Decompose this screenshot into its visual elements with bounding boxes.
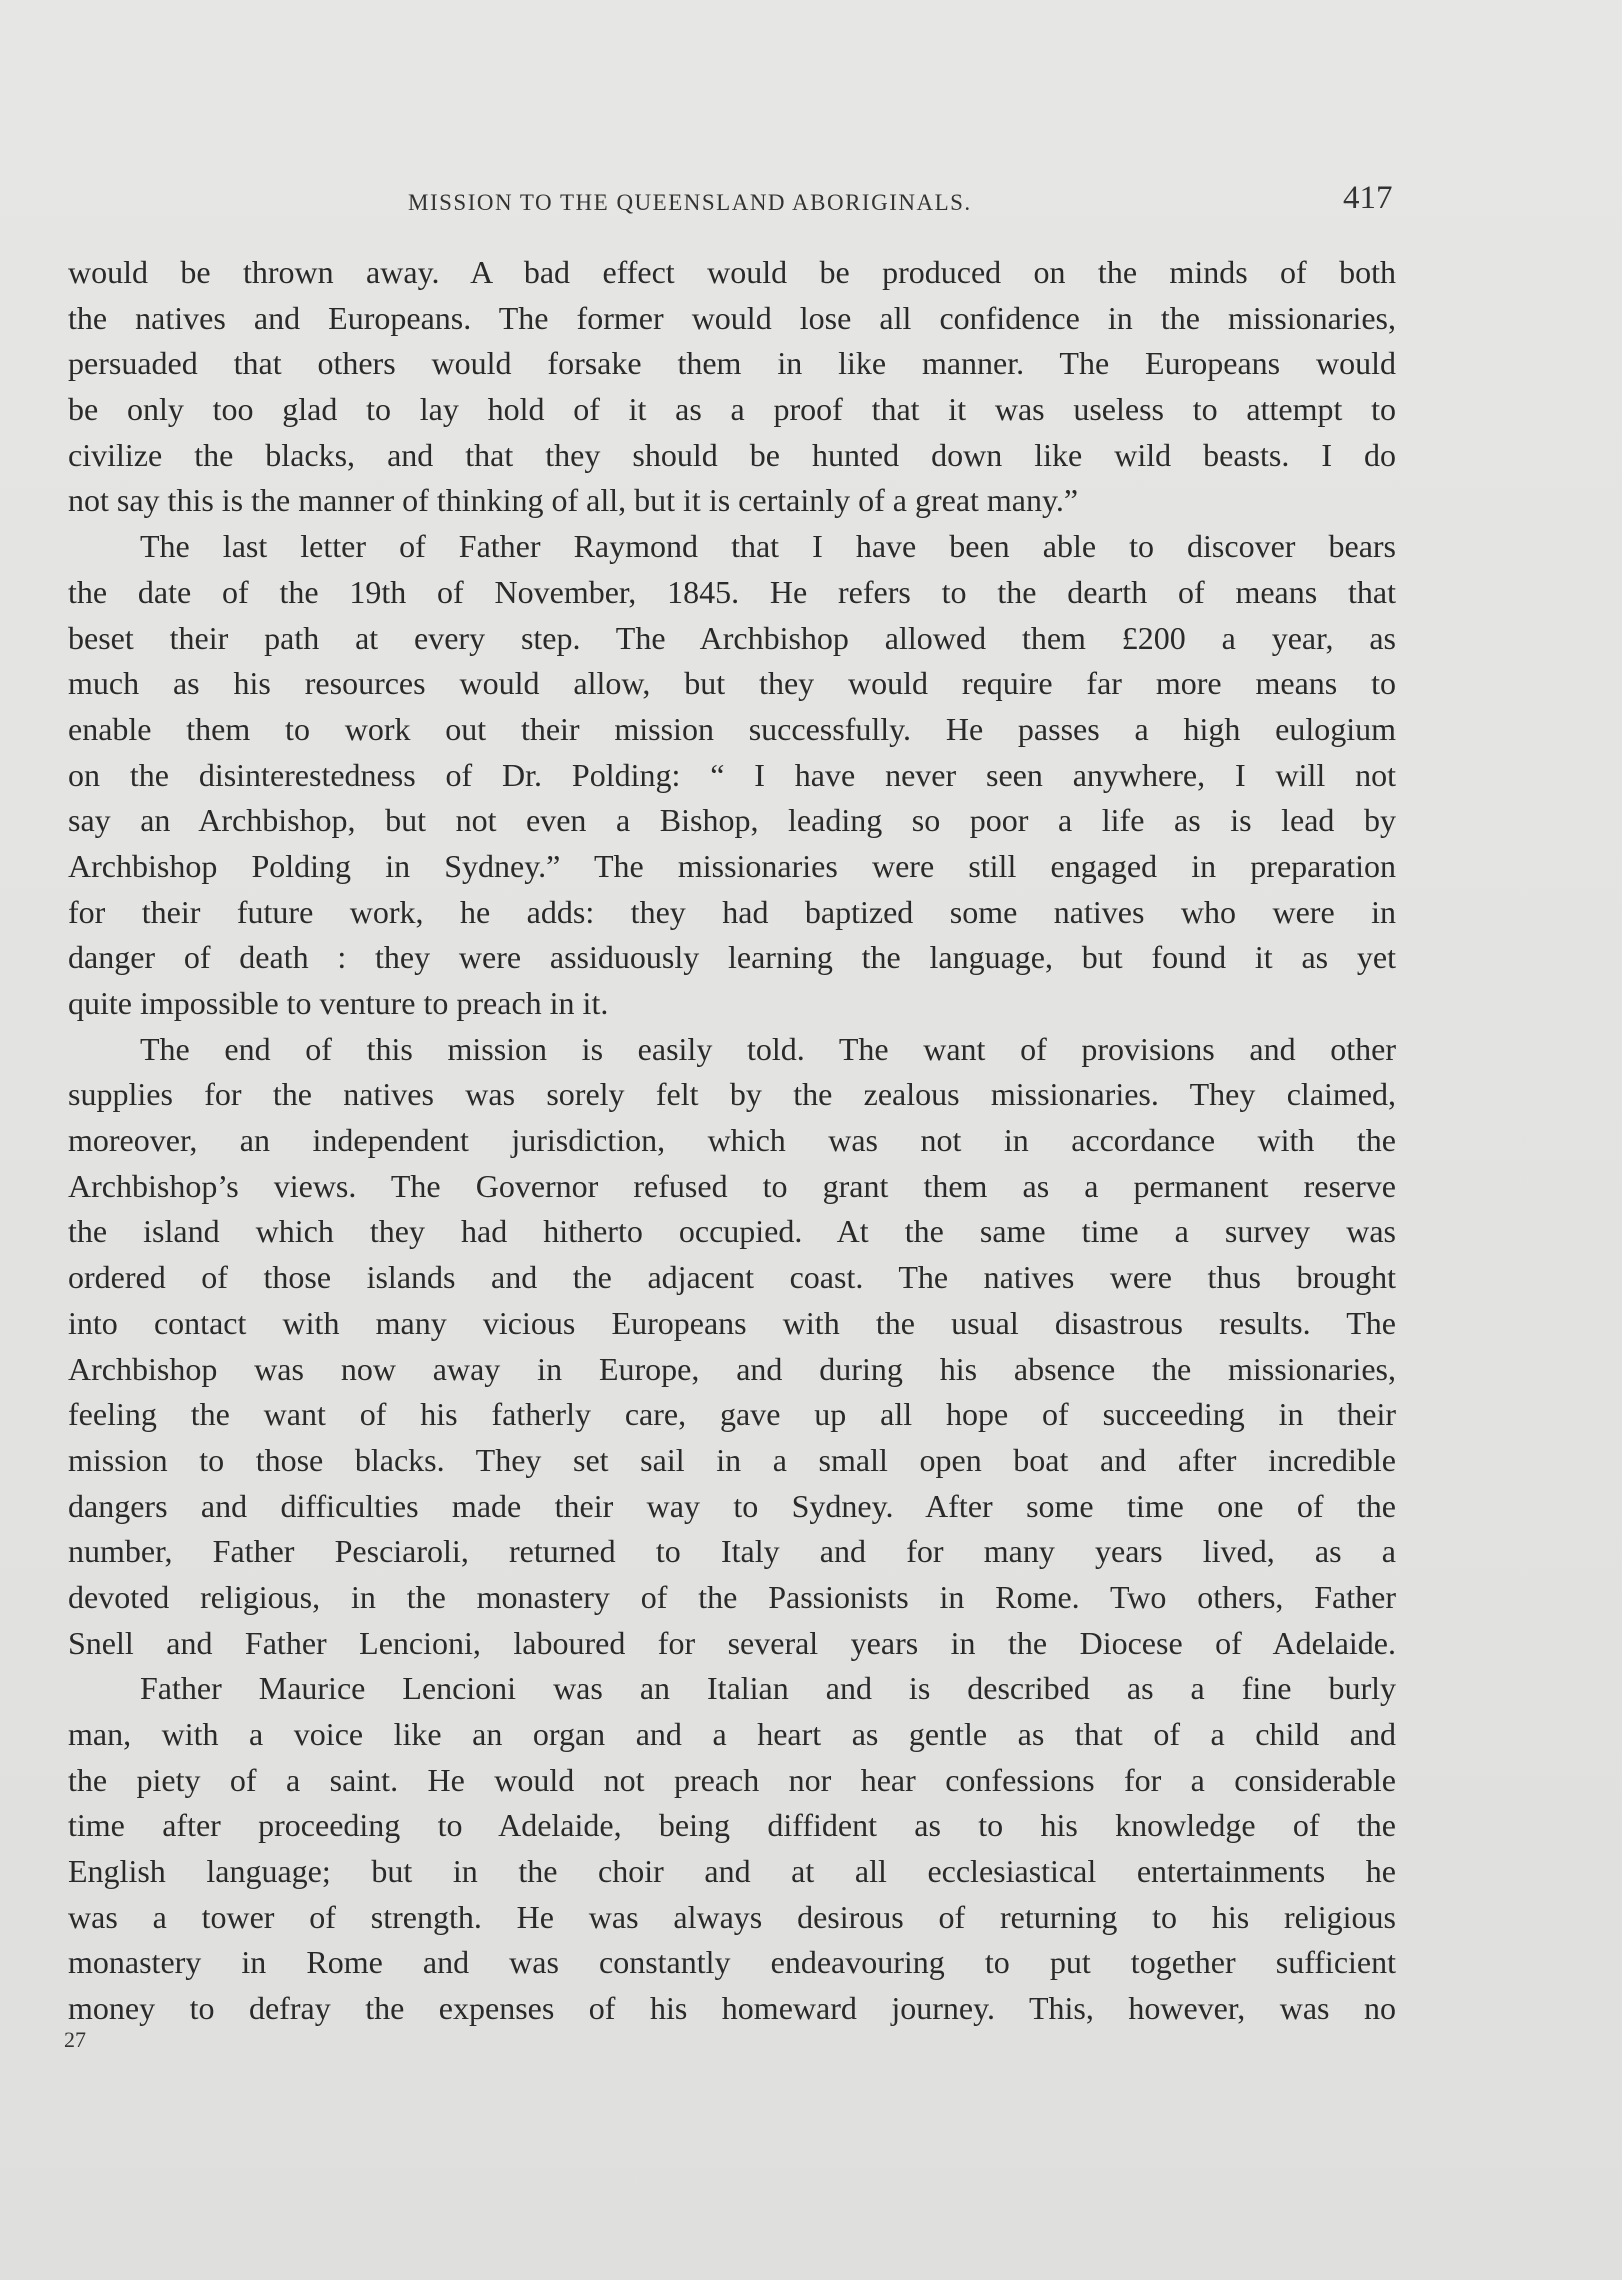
text-line: be only too glad to lay hold of it as a proof that it was useless to attempt to (68, 391, 1396, 428)
text-line: persuaded that others would forsake them in like manner. The Europeans would (68, 345, 1396, 382)
text-line: would be thrown away. A bad effect would be produced on the minds of both (68, 254, 1396, 290)
text-line: much as his resources would allow, but they would require far more means to (68, 665, 1396, 702)
text-line: civilize the blacks, and that they should be hunted down like wild beasts. I do (68, 436, 1396, 473)
text-line: money to defray the expenses of his homeward journey. This, however, was no (68, 1990, 1396, 2027)
text-line: say an Archbishop, but not even a Bishop, leading so poor a life as is lead by (68, 802, 1396, 839)
text-line: number, Father Pesciaroli, returned to Italy and for many years lived, as a (68, 1533, 1396, 1570)
page-number: 417 (1343, 180, 1393, 216)
signature-mark: 27 (64, 2027, 86, 2052)
text-line: quite impossible to venture to preach in it. (68, 985, 609, 1021)
text-line: mission to those blacks. They set sail in a small open boat and after incredible (68, 1441, 1396, 1478)
text-line: Father Maurice Lencioni was an Italian and is described as a fine burly (140, 1670, 1396, 1707)
text-line: man, with a voice like an organ and a heart as gentle as that of a child and (68, 1716, 1396, 1752)
text-line: The last letter of Father Raymond that I have been able to discover bears (140, 528, 1396, 565)
text-line: was a tower of strength. He was always desirous of returning to his religious (68, 1898, 1396, 1935)
text-line: English language; but in the choir and at all ecclesiastical entertainments he (68, 1853, 1396, 1890)
text-line: dangers and difficulties made their way to Sydney. After some time one of the (68, 1487, 1396, 1524)
text-line: time after proceeding to Adelaide, being diffident as to his knowledge of the (68, 1807, 1396, 1844)
text-line: beset their path at every step. The Archbishop allowed them £200 a year, as (68, 619, 1396, 656)
text-line: the natives and Europeans. The former would lose all confidence in the missionaries, (68, 299, 1396, 336)
text-line: into contact with many vicious Europeans with the usual disastrous results. The (68, 1304, 1396, 1341)
text-line: moreover, an independent jurisdiction, which was not in accordance with the (68, 1122, 1396, 1159)
text-line: monastery in Rome and was constantly endeavouring to put together sufficient (68, 1944, 1396, 1981)
text-line: The end of this mission is easily told. The want of provisions and other (140, 1030, 1396, 1067)
text-line: Archbishop Polding in Sydney.” The missionaries were still engaged in preparation (68, 847, 1396, 884)
text-line: ordered of those islands and the adjacent coast. The natives were thus brought (68, 1259, 1396, 1296)
text-line: danger of death : they were assiduously learning the language, but found it as yet (68, 939, 1396, 976)
text-line: for their future work, he adds: they had baptized some natives who were in (68, 893, 1396, 930)
text-line: Archbishop’s views. The Governor refused to grant them as a permanent reserve (68, 1167, 1396, 1204)
text-line: Archbishop was now away in Europe, and during his absence the missionaries, (68, 1350, 1396, 1387)
body-text (68, 250, 1396, 2032)
text-line: the piety of a saint. He would not preach nor hear confessions for a considerable (68, 1761, 1396, 1798)
text-line: Snell and Father Lencioni, laboured for several years in the Diocese of Adelaide. (68, 1624, 1396, 1661)
text-line: enable them to work out their mission successfully. He passes a high eulogium (68, 710, 1396, 747)
text-line: feeling the want of his fatherly care, gave up all hope of succeeding in their (68, 1396, 1396, 1433)
text-line: the island which they had hitherto occupied. At the same time a survey was (68, 1213, 1396, 1250)
page-header (0, 178, 1622, 238)
text-line: on the disinterestedness of Dr. Polding: “ I have never seen anywhere, I will not (68, 756, 1396, 793)
running-head: MISSION TO THE QUEENSLAND ABORIGINALS. (408, 190, 972, 215)
text-line: supplies for the natives was sorely felt by the zealous missionaries. They claimed, (68, 1076, 1396, 1113)
text-line: not say this is the manner of thinking of all, but it is certainly of a great many.” (68, 482, 1079, 519)
text-line: devoted religious, in the monastery of the Passionists in Rome. Two others, Father (68, 1578, 1396, 1615)
text-line: the date of the 19th of November, 1845. He refers to the dearth of means that (68, 573, 1396, 610)
